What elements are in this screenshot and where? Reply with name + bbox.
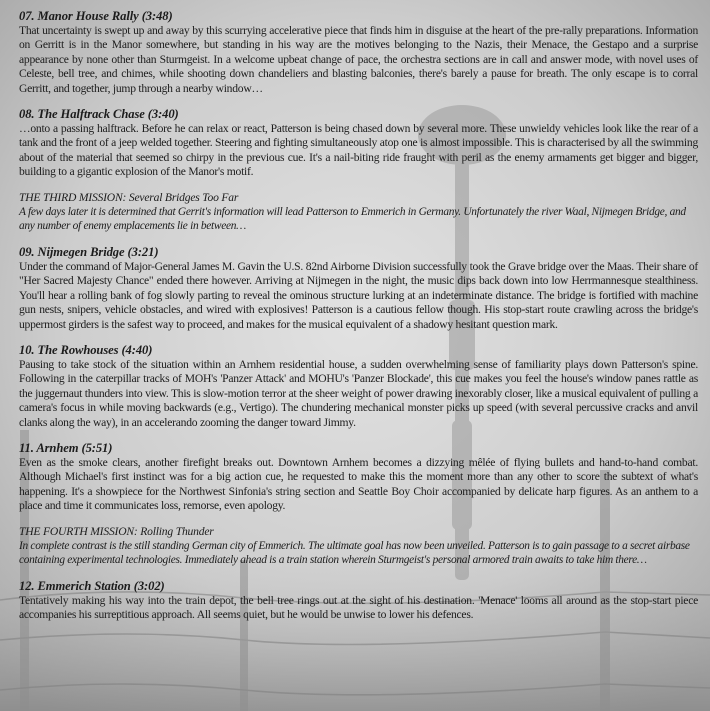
mission-description: A few days later it is determined that Gerrit's information will lead Patterson to Emmerich in Germany. Unfortunately the river Waal, Nijmegen Bridge, and any number of enemy emplacements lie in between… (19, 206, 686, 233)
track-description: Even as the smoke clears, another firefight breaks out. Downtown Arnhem becomes a dizzying mêlée of flying bullets and hand-to-hand combat. Although Michael's first instinct was for a big action cue, he requested to make this the moment more than any other to score the subtext of what's happening. It's a showpiece for the Northwest Sinfonia's string section and Seattle Boy Choir accompanied by delicate harp figures. As an anthem to a place and time it communicates loss, remorse, even apology. (19, 455, 698, 513)
track-12 (19, 579, 698, 623)
track-09 (19, 245, 698, 332)
track-title: 07. Manor House Rally (3:48) (19, 9, 173, 23)
track-08 (19, 107, 698, 180)
track-title: 12. Emmerich Station (3:02) (19, 578, 165, 593)
track-11 (19, 441, 698, 514)
mission-heading: THE THIRD MISSION: Several Bridges Too Far (19, 190, 239, 204)
track-description: Pausing to take stock of the situation within an Arnhem residential house, a sudden overwhelming sense of familiarity plays down Patterson's spine. Following in the caterpillar tracks of MOH's 'Panzer Attack' and MOHU's 'Panzer Blockade', this cue makes you feel the house's window panes rattle as the juggernaut thunders into view. This is slow-motion terror at the sheer weight of power drawing inexorably closer, like a musical equivalent of pulling a camera's focus in while moving backwards (e.g., Vertigo). The chundering mechanical monster picks up speed (with several percussive cracks and anvil clanks along the way), in an accelerando zooming the danger toward Jimmy. (19, 357, 698, 429)
mission-description: In complete contrast is the still standing German city of Emmerich. The ultimate goal has now been unveiled. Patterson is to gain passage to a secret airbase containing experimental technologies. Immediately ahead is a train station wherein Sturmgeist's personal armored train awaits to take him there… (19, 539, 690, 567)
mission-four (19, 525, 698, 568)
track-description: Tentatively making his way into the train depot, the bell tree rings out at the sight of his destination. 'Menace' looms all around as the stop-start piece accompanies his surreptitious approach. All seems quiet, but he would be unwise to lower his defences. (19, 593, 698, 622)
mission-three (19, 191, 698, 234)
track-title: 08. The Halftrack Chase (3:40) (19, 107, 179, 122)
track-description: Under the command of Major-General James M. Gavin the U.S. 82nd Airborne Division successfully took the Grave bridge over the Maas. Their share of "Her Sacred Majesty Chance" ended there however. Arriving at Nijmegen in the night, the music dips back down into low Herrmannesque stealthiness. You'll hear a rolling bank of fog slowly parting to reveal the ominous structure lurking at an indeterminate distance. The bridge is fortified with machine gun nests, snipers, vehicle obstacles, and wired with explosives! Patterson is a cautious fellow though. His stop-start route crawling across the bridge's uppermost girders is the safest way to proceed, and makes for the musical equivalent of a shadowy hesitant question mark. (19, 259, 698, 331)
track-title: 11. Arnhem (5:51) (19, 440, 113, 455)
track-07 (19, 9, 698, 96)
track-title: 09. Nijmegen Bridge (3:21) (19, 244, 159, 259)
mission-heading: THE FOURTH MISSION: Rolling Thunder (19, 524, 214, 538)
track-title: 10. The Rowhouses (4:40) (19, 342, 153, 357)
track-10 (19, 343, 698, 430)
track-description: …onto a passing halftrack. Before he can relax or react, Patterson is being chased down by several more. These unwieldy vehicles look like the rear of a tank and the front of a jeep welded together. Steering and fighting simultaneously atop one is almost impossible. This is characterised by all the swimming about of the material that seemed so chirpy in the previous cue. It's a nail-biting ride fraught with peril as the enemy armaments get bigger and bigger, building to a gigantic explosion of the Manor's motif. (19, 122, 698, 179)
track-description: That uncertainty is swept up and away by this scurrying accelerative piece that finds him in disguise at the heart of the pre-rally preparations. Information on Gerritt is in the Manor somewhere, but standing in his way are the motives belonging to the Nazis, their Menace, the Gestapo and a surprise appearance by none other than Sturmgeist. In a welcome upbeat change of pace, the orchestra sections are in call and answer mode, with novel uses of Celeste, bell tree, and chimes, while shooting down chandeliers and blasting balconies, there's barely a pause for breath. The only escape is to corral Gerritt, and together, jump through a nearby window… (19, 24, 698, 95)
